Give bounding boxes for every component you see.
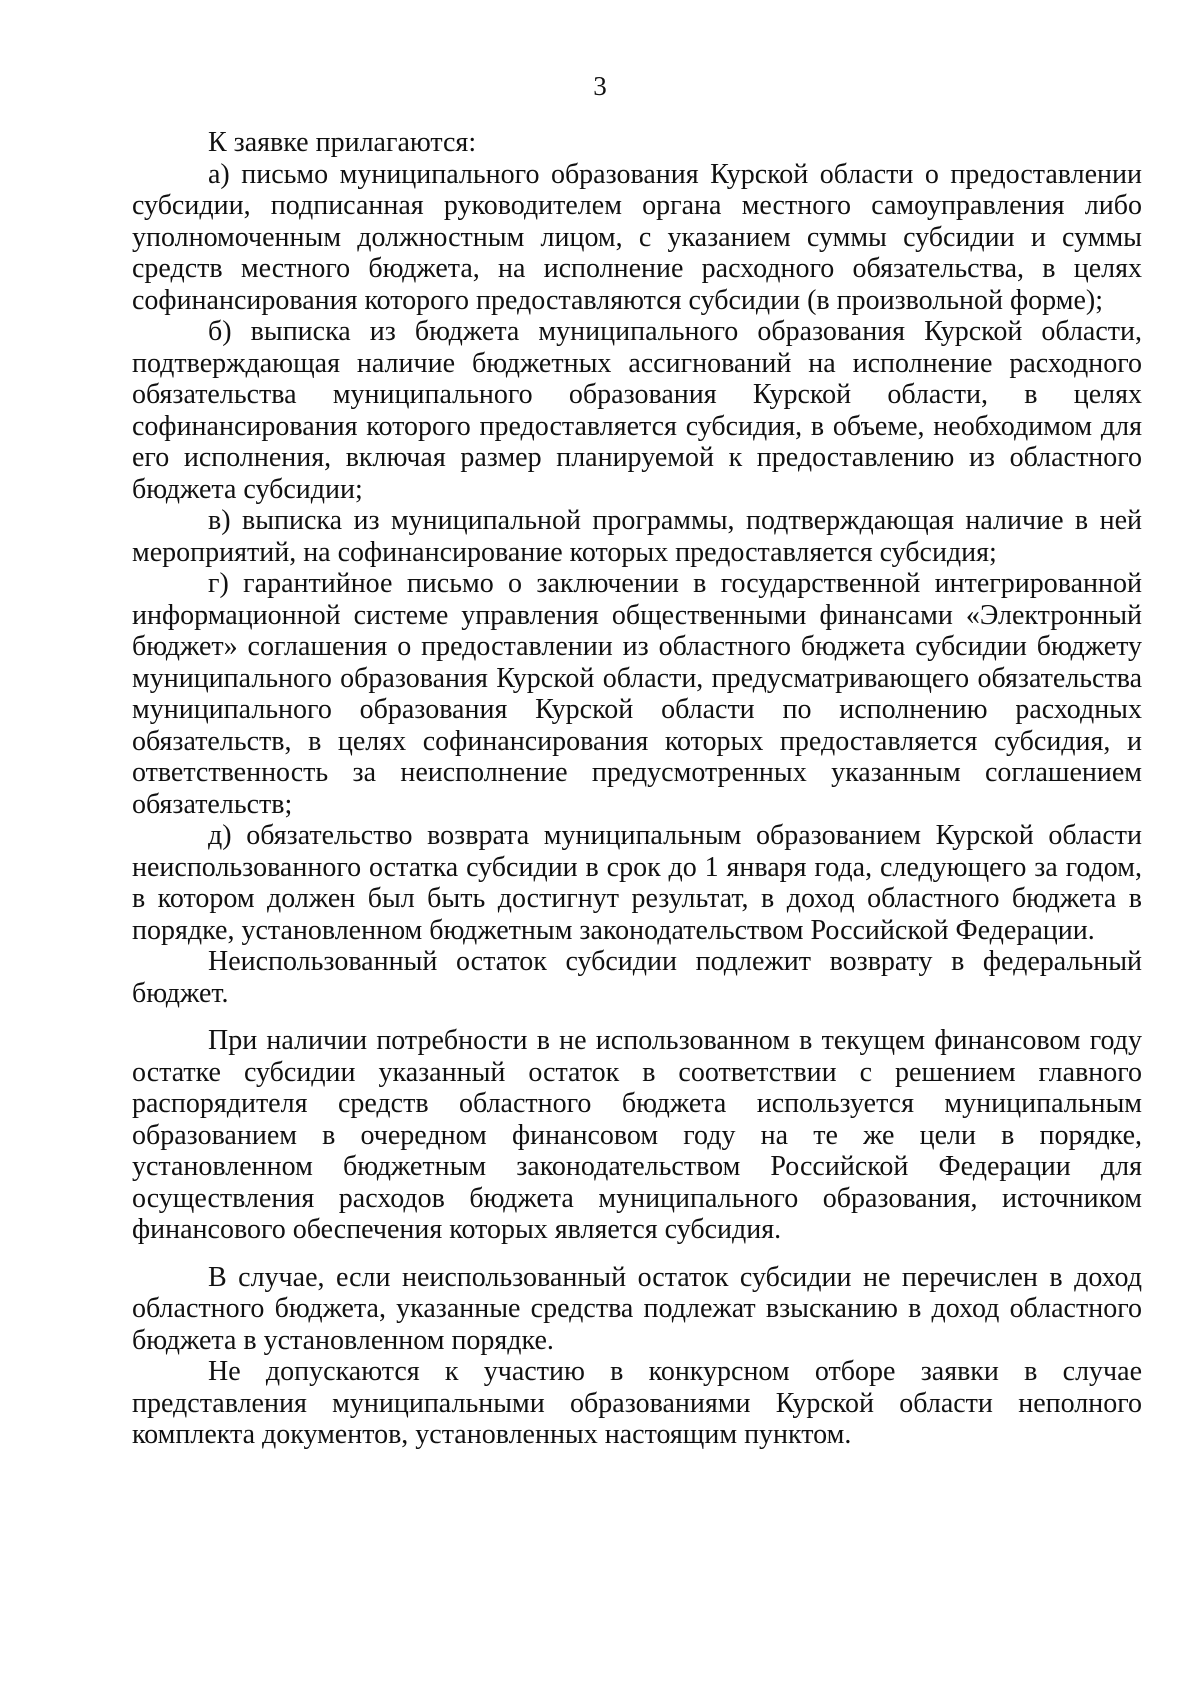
- paragraph-unused-balance-use: При наличии потребности в не использованном в текущем финансовом году остатке субсидии указанный остаток в соответствии с решением главного распорядителя средств областного бюджета используется муниципальным образованием в очередном финансовом году на те же цели в порядке, установленном бюджетным законодательством Российской Федерации для осуществления расходов бюджета муниципального образования, источником финансового обеспечения которых является субсидия.: [132, 1025, 1142, 1245]
- paragraph-item-v: в) выписка из муниципальной программы, подтверждающая наличие в ней мероприятий, на софинансирование которых предоставляется субсидия;: [132, 505, 1142, 568]
- paragraph-non-admission: Не допускаются к участию в конкурсном отборе заявки в случае представления муниципальными образованиями Курской области неполного комплекта документов, установленных настоящим пунктом.: [132, 1356, 1142, 1450]
- paragraph-item-b: б) выписка из бюджета муниципального образования Курской области, подтверждающая наличие бюджетных ассигнований на исполнение расходного обязательства муниципального образования Курской области, в целях софинансирования которого предоставляется субсидия, в объеме, необходимом для его исполнения, включая размер планируемой к предоставлению из областного бюджета субсидии;: [132, 316, 1142, 505]
- paragraph-item-d: д) обязательство возврата муниципальным образованием Курской области неиспользованного остатка субсидии в срок до 1 января года, следующего за годом, в котором должен был быть достигнут результат, в доход областного бюджета в порядке, установленном бюджетным законодательством Российской Федерации.: [132, 820, 1142, 946]
- paragraph-item-g: г) гарантийное письмо о заключении в государственной интегрированной информационной системе управления общественными финансами «Электронный бюджет» соглашения о предоставлении из областного бюджета субсидии бюджету муниципального образования Курской области, предусматривающего обязательства муниципального образования Курской области по исполнению расходных обязательств, в целях софинансирования которых предоставляется субсидия, и ответственность за неисполнение предусмотренных указанным соглашением обязательств;: [132, 568, 1142, 820]
- paragraph-recovery: В случае, если неиспользованный остаток субсидии не перечислен в доход областного бюджета, указанные средства подлежат взысканию в доход областного бюджета в установленном порядке.: [132, 1261, 1142, 1356]
- paragraph-item-a: а) письмо муниципального образования Курской области о предоставлении субсидии, подписанная руководителем органа местного самоуправления либо уполномоченным должностным лицом, с указанием суммы субсидии и суммы средств местного бюджета, на исполнение расходного обязательства, в целях софинансирования которого предоставляются субсидии (в произвольной форме);: [132, 158, 1142, 316]
- document-body: [132, 127, 1142, 1451]
- page-number: 3: [593, 71, 607, 101]
- paragraph-attachments-intro: К заявке прилагаются:: [208, 127, 477, 158]
- paragraph-unused-balance-return: Неиспользованный остаток субсидии подлежит возврату в федеральный бюджет.: [132, 946, 1142, 1009]
